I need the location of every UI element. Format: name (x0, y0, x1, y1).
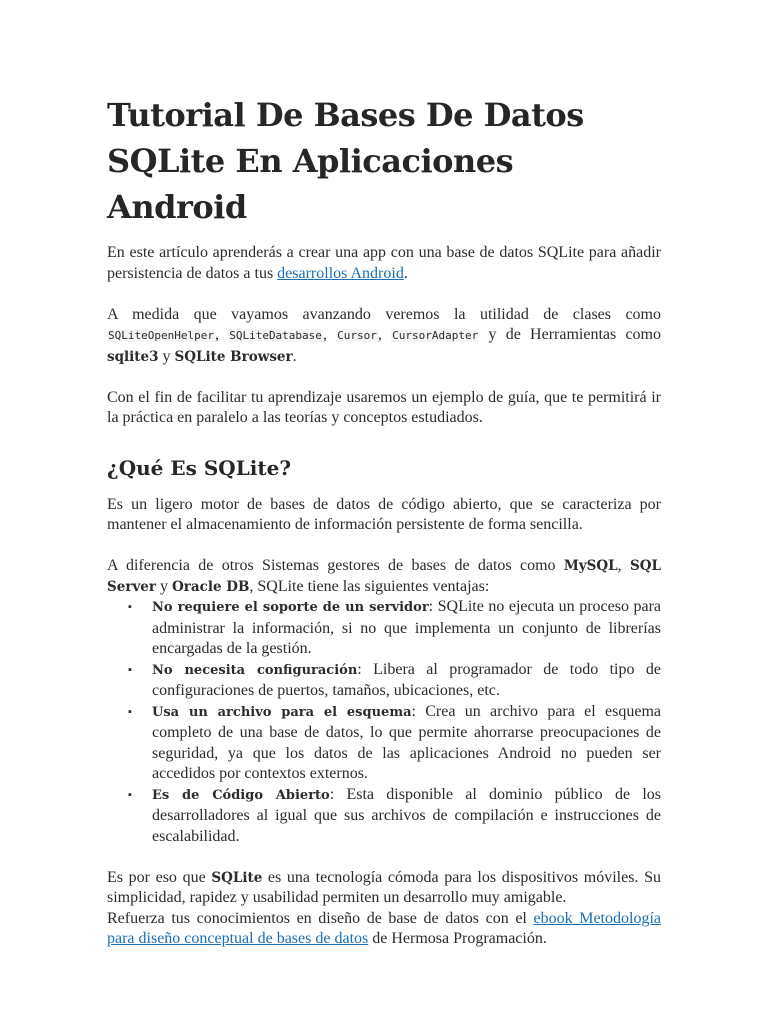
bullet-icon: ▪ (128, 601, 132, 613)
tool-sqlite-browser: SQLite Browser (174, 348, 293, 365)
list-item (107, 660, 661, 702)
class-sqliteopenhelper: SQLiteOpenHelper (108, 329, 214, 342)
separator: , (377, 326, 392, 343)
class-sqlitedatabase: SQLiteDatabase (229, 329, 322, 342)
advantage-title: No requiere el soporte de un servidor (152, 600, 429, 615)
separator: , (322, 326, 337, 343)
page-title: Tutorial De Bases De Datos SQLite En Aplicaciones Android (107, 96, 584, 226)
advantage-title: Usa un archivo para el esquema (152, 704, 412, 720)
comparison-text: , (617, 557, 630, 574)
db-sql-server: SQL Server (107, 558, 662, 595)
list-item (107, 597, 661, 660)
bullet-icon: ▪ (128, 788, 132, 801)
ebook-text-end: de Hermosa Programación. (368, 930, 547, 947)
section-heading: ¿Qué Es SQLite? (107, 455, 292, 480)
advantage-text: : Esta disponible al dominio público de los desarrolladores al igual que sus archivos de compilación e instrucciones de escalabilidad. (152, 785, 661, 845)
sqlite-bold: SQLite (211, 869, 263, 886)
ebook-paragraph (107, 909, 661, 950)
db-oracle: Oracle DB (172, 578, 250, 595)
intro-text-end: . (403, 264, 408, 282)
bullet-icon: ▪ (128, 705, 132, 718)
advantages-list (107, 597, 661, 847)
classes-text: y de Herramientas como (479, 326, 661, 343)
advantage-text: : SQLite no ejecuta un proceso para administrar la información, si no que implementa un conjunto de librerías encargadas de la gestión. (152, 598, 662, 657)
article (107, 92, 661, 950)
ebook-text: Refuerza tus conocimientos en diseño de base de datos con el (107, 909, 534, 927)
guide-paragraph: Con el fin de facilitar tu aprendizaje usaremos un ejemplo de guía, que te permitirá ir la práctica en paralelo a las teorías y conceptos estudiados. (107, 388, 661, 426)
classes-paragraph (107, 305, 661, 368)
list-item (107, 785, 661, 848)
conclusion-paragraph (107, 868, 661, 909)
advantage-title: No necesita configuración (152, 662, 358, 678)
db-mysql: MySQL (563, 558, 618, 574)
conclusion-text: Es por eso que (107, 868, 212, 886)
ebook-link[interactable]: ebook Metodología para diseño conceptual de bases de datos (107, 909, 661, 947)
advantage-text: : Crea un archivo para el esquema completo de una base de datos, lo que permite ahorrarse preocupaciones de seguridad, ya que los datos de las aplicaciones Android no pueden ser accedidos por contextos externos. (152, 702, 661, 782)
comparison-text: , SQLite tiene las siguientes ventajas: (249, 577, 490, 595)
classes-text: A medida que vayamos avanzando veremos la utilidad de clases como (107, 305, 661, 323)
comparison-text: A diferencia de otros Sistemas gestores de bases de datos como (107, 557, 564, 574)
android-development-link[interactable]: desarrollos Android (277, 264, 404, 282)
class-cursor: Cursor (337, 329, 377, 342)
advantage-title: Es de Código Abierto (152, 787, 330, 803)
separator: , (214, 326, 229, 343)
classes-text: . (292, 347, 297, 365)
bullet-icon: ▪ (128, 663, 132, 676)
classes-text: y (158, 347, 175, 365)
advantage-text: : Libera al programador de todo tipo de configuraciones de puertos, tamaños, ubicaciones, etc. (152, 660, 661, 699)
comparison-text: y (156, 577, 172, 595)
list-item (107, 702, 661, 785)
comparison-paragraph (107, 556, 661, 597)
tool-sqlite3: sqlite3 (107, 348, 159, 365)
conclusion-text: es una tecnología cómoda para los dispositivos móviles. Su simplicidad, rapidez y usabilidad permiten un desarrollo muy amigable. (107, 868, 661, 906)
definition-paragraph: Es un ligero motor de bases de datos de código abierto, que se caracteriza por mantener el almacenamiento de información persistente de forma sencilla. (107, 495, 661, 533)
intro-text: En este artículo aprenderás a crear una app con una base de datos SQLite para añadir persistencia de datos a tus (107, 244, 661, 282)
intro-paragraph (107, 243, 661, 284)
class-cursoradapter: CursorAdapter (392, 329, 479, 342)
